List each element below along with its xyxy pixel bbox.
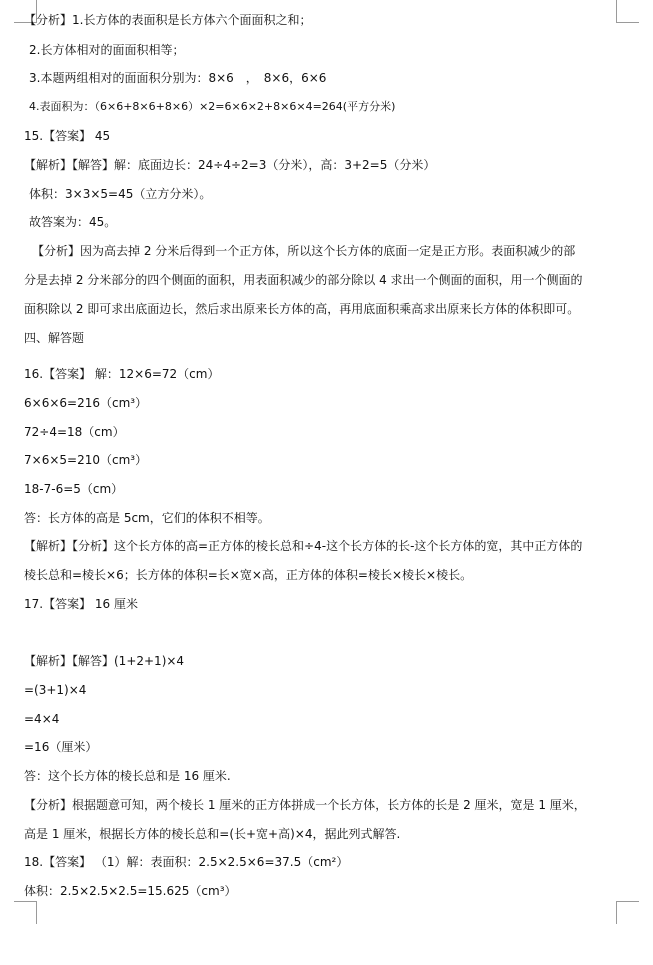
calc-16-line-3: 7×6×5=210（cm³） (24, 453, 148, 467)
analysis-15-line-1: 【分析】因为高去掉 2 分米后得到一个正方体，所以这个长方体的底面一定是正方形。表面积减少的部 (32, 244, 576, 258)
analysis-14-line-3: 3.本题两组相对的面面积分别为：8×6 ， 8×6，6×6 (29, 71, 327, 85)
solution-17-line-2: =(3+1)×4 (24, 683, 87, 697)
analysis-14-line-2: 2.长方体相对的面面积相等； (29, 43, 185, 57)
calc-16-line-4: 18-7-6=5（cm） (24, 482, 124, 496)
analysis-15-line-3: 面积除以 2 即可求出底面边长，然后求出原来长方体的高，再用底面积乘高求出原来长方体的体积即可。 (24, 302, 580, 316)
calc-16-line-2: 72÷4=18（cm） (24, 425, 125, 439)
answer-16: 16.【答案】 解：12×6=72（cm） (24, 367, 220, 381)
solution-17-line-1: 【解析】【解答】(1+2+1)×4 (24, 654, 185, 668)
analysis-17-line-1: 【分析】根据题意可知，两个棱长 1 厘米的正方体拼成一个长方体，长方体的长是 2 厘米，宽是 1 厘米， (24, 798, 586, 812)
analysis-17-line-2: 高是 1 厘米，根据长方体的棱长总和=(长+宽+高)×4，据此列式解答. (24, 827, 401, 841)
answer-17: 17.【答案】 16 厘米 (24, 597, 138, 611)
solution-17-line-4: =16（厘米） (24, 740, 98, 754)
solution-17-line-3: =4×4 (24, 712, 60, 726)
answer-15: 15.【答案】 45 (24, 129, 111, 143)
solution-15-conclusion: 故答案为：45。 (29, 215, 117, 229)
solution-15-volume: 体积：3×3×5=45（立方分米）。 (29, 187, 212, 201)
section-heading-4: 四、解答题 (24, 331, 85, 345)
conclusion-17: 答：这个长方体的棱长总和是 16 厘米. (24, 769, 231, 783)
solution-15-line-1: 【解析】【解答】解：底面边长：24÷4÷2=3（分米），高：3+2=5（分米） (24, 158, 436, 172)
conclusion-16: 答：长方体的高是 5cm，它们的体积不相等。 (24, 511, 270, 525)
answer-18-volume: 体积：2.5×2.5×2.5=15.625（cm³） (24, 884, 237, 898)
analysis-14-line-1: 【分析】1.长方体的表面积是长方体六个面面积之和； (24, 13, 312, 27)
analysis-14-line-4: 4.表面积为：（6×6+8×6+8×6）×2=6×6×2+8×6×4=264(平方分米) (29, 100, 396, 113)
calc-16-line-1: 6×6×6=216（cm³） (24, 396, 148, 410)
answer-18: 18.【答案】 （1）解：表面积：2.5×2.5×6=37.5（cm²） (24, 855, 349, 869)
analysis-15-line-2: 分是去掉 2 分米部分的四个侧面的面积，用表面积减少的部分除以 4 求出一个侧面的面积，用一个侧面的 (24, 273, 583, 287)
analysis-16-line-1: 【解析】【分析】这个长方体的高=正方体的棱长总和÷4-这个长方体的长-这个长方体的宽，其中正方体的 (24, 539, 583, 553)
analysis-16-line-2: 棱长总和=棱长×6；长方体的体积=长×宽×高，正方体的体积=棱长×棱长×棱长。 (24, 568, 473, 582)
